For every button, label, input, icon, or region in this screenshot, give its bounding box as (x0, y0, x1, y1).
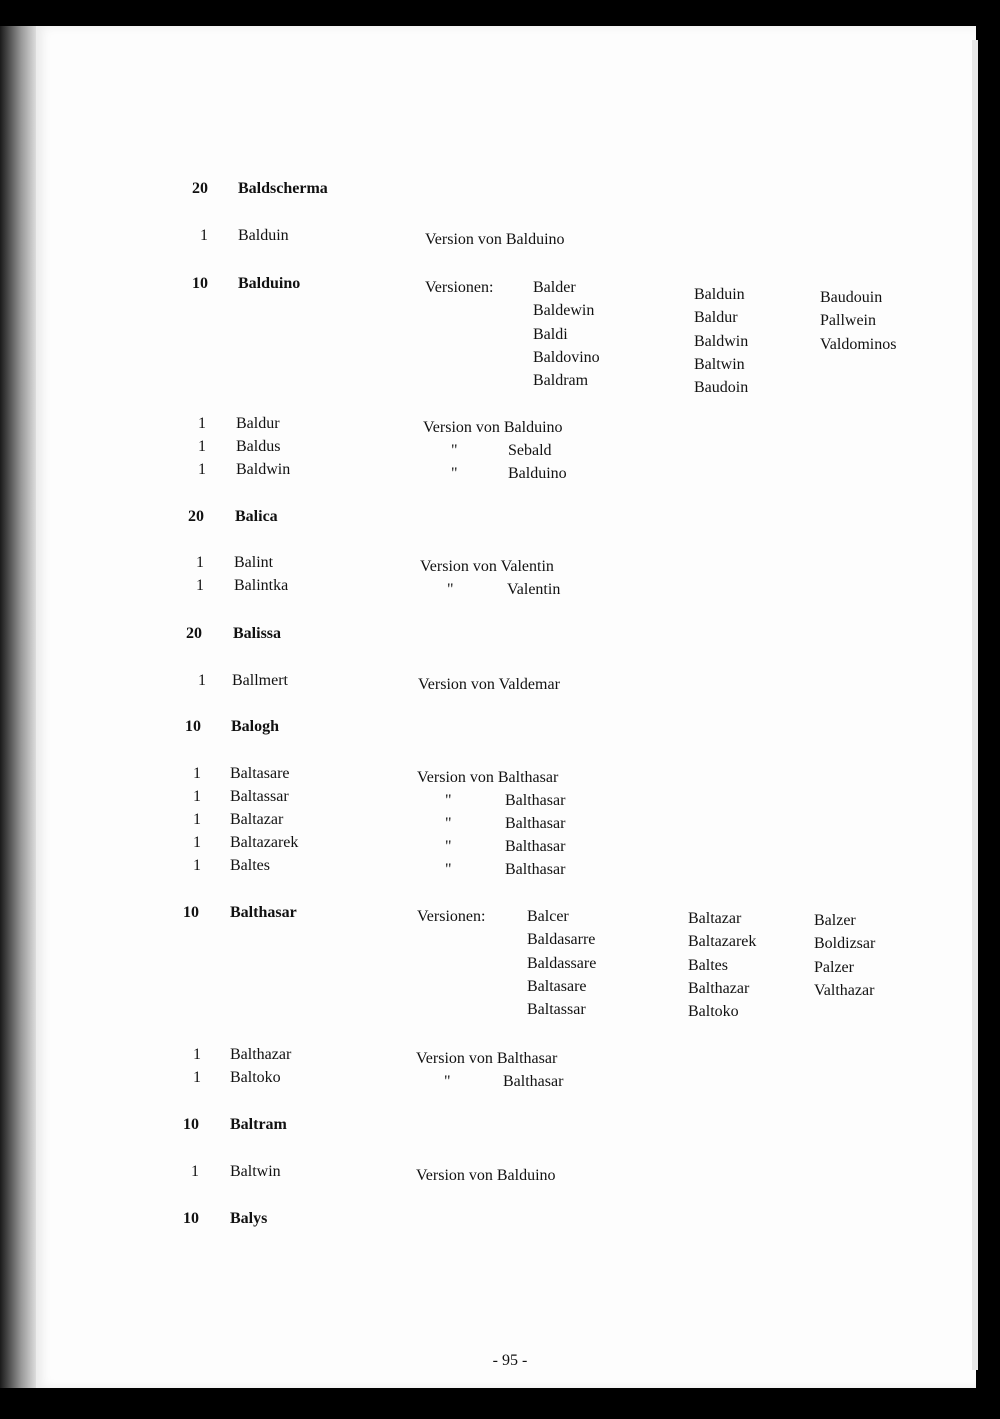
entry-description: Valentin (507, 581, 561, 598)
version-name: Boldizsar (814, 935, 876, 953)
entry-description: Version von Valentin (420, 558, 554, 575)
entry-name: Baltassar (230, 788, 289, 805)
entry-count: 1 (191, 1163, 199, 1180)
ditto-mark: " (445, 792, 452, 809)
entry-count: 1 (193, 1046, 201, 1063)
version-name: Balthazar (688, 979, 750, 997)
version-name: Baltoko (688, 1003, 739, 1021)
entry-count: 1 (193, 765, 201, 782)
version-name: Baltasare (527, 977, 587, 995)
version-name: Baldasarre (527, 931, 596, 949)
entry-name: Baldwin (236, 461, 291, 478)
entry-count: 10 (183, 1116, 199, 1133)
entry-name: Balduino (238, 275, 301, 292)
book-spine-shadow (0, 26, 36, 1388)
version-name: Baldassare (527, 954, 597, 972)
version-name: Pallwein (820, 312, 876, 330)
entry-description: Balduino (508, 465, 567, 482)
entry-description: Balthasar (505, 838, 566, 855)
version-name: Baudouin (820, 289, 883, 306)
entry-description: Versionen: (417, 908, 486, 925)
entry-name: Baldus (236, 438, 281, 455)
entry-description: Balthasar (505, 815, 566, 832)
version-name: Valdominos (820, 335, 897, 353)
entry-count: 1 (196, 554, 204, 571)
version-name: Baltazarek (688, 933, 757, 951)
ditto-mark: " (445, 815, 452, 832)
version-name: Baldovino (533, 348, 600, 366)
entry-description: Version von Balthasar (416, 1050, 558, 1067)
version-name: Balduin (694, 286, 745, 303)
version-name: Baltazar (688, 910, 742, 927)
entry-description: Balthasar (505, 792, 566, 809)
entry-name: Ballmert (232, 672, 288, 689)
version-name: Baltwin (694, 355, 745, 373)
entry-name: Balint (234, 554, 274, 571)
entry-count: 20 (188, 508, 204, 525)
entry-name: Balthazar (230, 1046, 292, 1063)
ditto-mark: " (451, 465, 458, 482)
entry-count: 10 (192, 275, 208, 292)
entry-name: Balintka (234, 577, 289, 594)
entry-name: Baltwin (230, 1163, 281, 1180)
entry-name: Balys (230, 1210, 268, 1227)
entry-description: Version von Balduino (425, 231, 565, 248)
entry-count: 1 (198, 415, 206, 432)
entry-name: Baltazar (230, 811, 284, 828)
version-name: Baudoin (694, 379, 749, 397)
entry-name: Baltasare (230, 765, 290, 782)
version-name: Balcer (527, 908, 569, 925)
entry-description: Version von Valdemar (418, 676, 560, 693)
entry-name: Balica (235, 508, 278, 525)
entry-description: Versionen: (425, 279, 494, 296)
entry-name: Baldscherma (238, 180, 328, 197)
entry-description: Balthasar (505, 861, 566, 878)
entry-name: Baltram (230, 1116, 287, 1133)
version-name: Baldi (533, 325, 568, 343)
entry-count: 10 (185, 718, 201, 735)
entry-description: Sebald (508, 442, 552, 459)
entry-name: Baltoko (230, 1069, 281, 1086)
entry-name: Balissa (233, 625, 282, 642)
entry-description: Version von Balduino (423, 419, 563, 436)
entry-count: 1 (193, 834, 201, 851)
entry-name: Balogh (231, 718, 280, 735)
entry-name: Balduin (238, 227, 289, 244)
entry-name: Balthasar (230, 904, 297, 921)
entry-count: 1 (198, 672, 206, 689)
entry-description: Balthasar (503, 1073, 564, 1090)
version-name: Baldram (533, 372, 589, 390)
version-name: Valthazar (814, 981, 875, 999)
version-name: Balzer (814, 912, 856, 929)
entry-count: 1 (193, 857, 201, 874)
version-name: Baltassar (527, 1001, 586, 1019)
ditto-mark: " (447, 581, 454, 598)
version-name: Palzer (814, 958, 854, 976)
entry-name: Baldur (236, 415, 280, 432)
version-name: Baldwin (694, 332, 749, 350)
version-name: Baldewin (533, 302, 595, 320)
entry-count: 1 (193, 788, 201, 805)
entry-count: 10 (183, 904, 199, 921)
ditto-mark: " (451, 442, 458, 459)
version-name: Baltes (688, 956, 728, 974)
entry-count: 1 (200, 227, 208, 244)
ditto-mark: " (445, 861, 452, 878)
entry-count: 1 (196, 577, 204, 594)
entry-description: Version von Balthasar (417, 769, 559, 786)
entry-count: 10 (183, 1210, 199, 1227)
entry-count: 20 (186, 625, 202, 642)
entry-name: Baltazarek (230, 834, 299, 851)
entry-count: 1 (193, 811, 201, 828)
entry-count: 1 (198, 438, 206, 455)
entry-count: 1 (193, 1069, 201, 1086)
entry-description: Version von Balduino (416, 1167, 556, 1184)
entry-name: Baltes (230, 857, 270, 874)
entry-count: 1 (198, 461, 206, 478)
page-edge (972, 40, 978, 1370)
version-name: Balder (533, 279, 576, 296)
entry-count: 20 (192, 180, 208, 197)
version-name: Baldur (694, 309, 738, 327)
page-number: - 95 - (492, 1352, 528, 1369)
ditto-mark: " (445, 838, 452, 855)
ditto-mark: " (444, 1073, 451, 1090)
